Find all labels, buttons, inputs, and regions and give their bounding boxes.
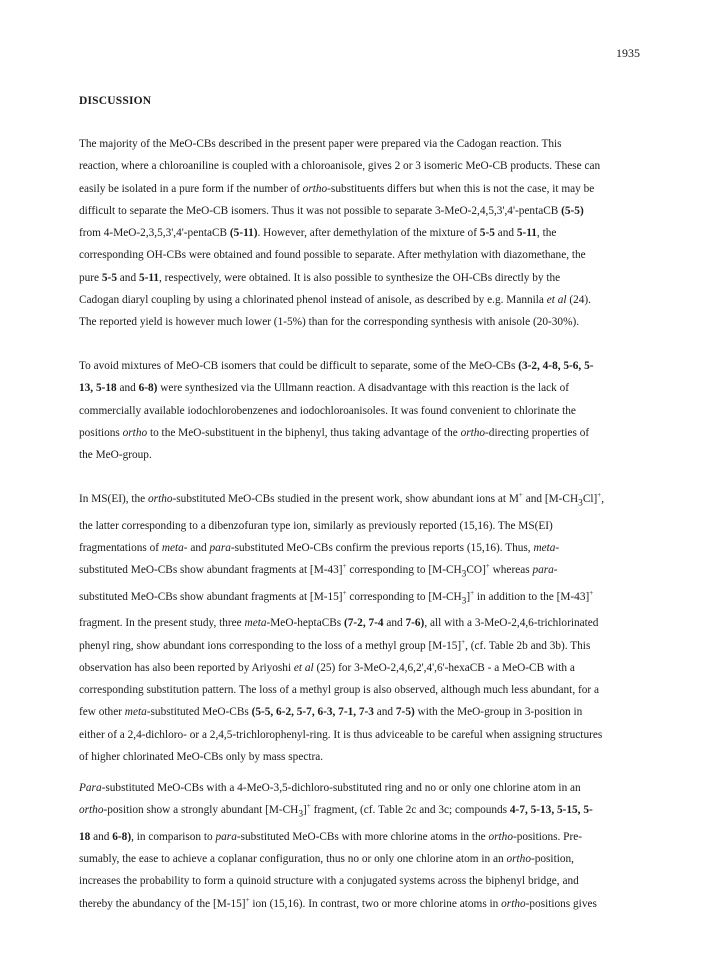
paragraph-para-substituted <box>79 777 649 915</box>
text-run: ortho <box>488 830 513 843</box>
text-run: 3 <box>461 595 467 606</box>
text-run: et al <box>293 661 314 674</box>
text-run: , <box>601 493 605 505</box>
text-run: ortho <box>302 182 328 195</box>
text-run: 3 <box>298 809 304 820</box>
text-run: and [M-CH <box>522 493 579 505</box>
text-run: corresponding to [M-CH <box>346 590 462 603</box>
text-run: . However, after demethylation of the mixture of <box>257 227 480 240</box>
text-run: corresponding substitution pattern. The loss of a methyl group is also observed, although much less abundant, for a <box>79 684 599 697</box>
text-run: in addition to the [M-43] <box>474 590 590 603</box>
text-run: the latter corresponding to a dibenzofuran type ion, similarly as previously reported (15,16). The MS(EI) <box>79 519 553 532</box>
text-run: commercially available iodochlorobenzenes and iodochloroanisoles. It was found convenient to chlorinate the <box>79 404 576 417</box>
text-run: -substituted MeO-CBs with a 4-MeO-3,5-dichloro-substituted ring and no or only one chlorine atom in an <box>101 782 581 794</box>
text-run: + <box>306 802 311 811</box>
text-run: (5-5) <box>561 204 584 217</box>
text-run: , (cf. Table 2b and 3b). This <box>465 639 591 652</box>
text-run: The reported yield is however much lower (1-5%) than for the corresponding synthesis with anisole (20-30%). <box>79 316 580 329</box>
text-line <box>79 377 649 399</box>
text-run: , the <box>536 227 557 240</box>
text-run: + <box>461 637 466 646</box>
text-run: Cadogan diaryl coupling by using a chlorinated phenol instead of anisole, as described by e.g. Mannila <box>79 294 547 307</box>
section-heading: DISCUSSION <box>79 95 152 107</box>
text-run: 5-11 <box>516 227 537 240</box>
text-run: 18 <box>79 830 91 843</box>
text-line <box>79 701 649 723</box>
text-run: thereby the abundancy of the [M-15] <box>79 897 246 910</box>
text-run: Cl] <box>582 493 598 505</box>
text-run: CO] <box>466 564 486 577</box>
text-run: positions <box>79 426 123 439</box>
text-run: - <box>555 541 560 554</box>
text-run: (5-5, 6-2, 5-7, 6-3, 7-1, 7-3 <box>251 706 374 719</box>
text-run: In MS(EI), the <box>79 493 149 505</box>
text-run: easily be isolated in a pure form if the number of <box>79 182 303 195</box>
text-run: and <box>373 706 396 719</box>
text-run: + <box>485 562 490 571</box>
text-line <box>79 200 649 222</box>
text-run: ortho <box>148 493 173 505</box>
text-run: from 4-MeO-2,3,5,3',4'-pentaCB <box>79 227 230 240</box>
text-run: were synthesized via the Ullmann reaction. A disadvantage with this reaction is the lack of <box>157 382 570 395</box>
page-number: 1935 <box>616 46 640 60</box>
text-run: and <box>90 830 113 843</box>
text-run: To avoid mixtures of MeO-CB isomers that could be difficult to separate, some of the MeO-CBs <box>79 360 519 372</box>
text-run: 4-7, 5-13, 5-15, 5- <box>509 804 593 817</box>
text-run: et al <box>546 294 567 307</box>
text-run: -substituted MeO-CBs studied in the present work, show abundant ions at M <box>172 493 519 505</box>
text-run: sumably, the ease to achieve a coplanar configuration, thus no or only one chlorine atom in an <box>79 853 507 866</box>
text-run: -substituted MeO-CBs <box>146 706 252 719</box>
text-run: -position show a strongly abundant [M-CH <box>103 804 299 817</box>
text-run: ion (15,16). In contrast, two or more chlorine atoms in <box>249 897 502 910</box>
text-line <box>79 244 649 266</box>
text-run: + <box>245 895 250 904</box>
text-run: fragment, (cf. Table 2c and 3c; compounds <box>310 804 510 817</box>
text-line <box>79 657 649 679</box>
text-line <box>79 444 649 466</box>
text-run: ] <box>303 804 307 817</box>
text-run: para <box>209 541 231 554</box>
text-line <box>79 679 649 701</box>
text-run: increases the probability to form a quinoid structure with a conjugated systems across the biphenyl bridge, and <box>79 875 579 888</box>
text-line <box>79 848 649 870</box>
text-run: meta <box>244 617 267 630</box>
text-run: -substituents differs but when this is not the case, it may be <box>327 182 595 195</box>
text-run: ] <box>466 590 471 603</box>
paragraph-cadogan <box>79 133 649 334</box>
text-run: difficult to separate the MeO-CB isomers. Thus it was not possible to separate 3-MeO-2,4,5,3',4'-pentaCB <box>79 204 562 217</box>
text-run: + <box>470 588 475 597</box>
text-line <box>79 488 649 515</box>
text-run: , respectively, were obtained. It is also possible to synthesize the OH-CBs directly by the <box>159 271 561 284</box>
text-run: 13, 5-18 <box>79 382 117 395</box>
text-run: fragment. In the present study, three <box>79 617 245 630</box>
text-run: -MeO-heptaCBs <box>266 617 344 630</box>
text-run: to the MeO-substituent in the biphenyl, thus taking advantage of the <box>147 426 461 439</box>
text-run: - <box>553 564 558 577</box>
text-run: 5-5 <box>479 227 495 240</box>
text-run: meta <box>533 541 556 554</box>
text-run: para <box>215 830 237 843</box>
text-run: reaction, where a chloroaniline is coupled with a chloroanisole, gives 2 or 3 isomeric MeO-CB products. These can <box>79 160 601 173</box>
text-run: + <box>518 491 523 500</box>
text-run: 5-5 <box>101 271 117 284</box>
text-run: meta <box>161 541 184 554</box>
text-run: -directing properties of <box>485 426 590 439</box>
paragraph-ullmann <box>79 355 649 466</box>
text-run: + <box>597 491 602 500</box>
text-line <box>79 826 649 848</box>
text-run: 6-8) <box>112 830 132 843</box>
text-run: (24). <box>566 294 592 307</box>
text-line <box>79 515 649 537</box>
text-run: Para <box>79 782 102 794</box>
text-run: - and <box>183 541 210 554</box>
text-run: ortho <box>460 426 486 439</box>
text-run: and <box>383 617 406 630</box>
text-run: 7-6) <box>405 617 425 630</box>
text-run: 3 <box>578 498 583 509</box>
text-run: substituted MeO-CBs show abundant fragments at [M-43] <box>79 564 343 577</box>
text-line <box>79 222 649 244</box>
text-run: + <box>342 588 347 597</box>
text-run: ortho <box>122 426 148 439</box>
text-run: , in comparison to <box>131 830 216 843</box>
text-run: 7-5) <box>395 706 415 719</box>
text-run: ortho <box>501 897 526 910</box>
text-line <box>79 267 649 289</box>
paragraph-ms-ei <box>79 488 649 768</box>
text-line <box>79 777 649 799</box>
text-line <box>79 311 649 333</box>
text-run: phenyl ring, show abundant ions corresponding to the loss of a methyl group [M-15] <box>79 639 462 652</box>
text-run: with the MeO-group in 3-position in <box>414 706 583 719</box>
text-run: + <box>589 588 594 597</box>
text-run: and <box>116 271 139 284</box>
text-line <box>79 746 649 768</box>
text-run: whereas <box>489 564 533 577</box>
text-run: The majority of the MeO-CBs described in the present paper were prepared via the Cadogan reaction. This <box>79 138 562 150</box>
text-run: (7-2, 7-4 <box>344 617 384 630</box>
text-run: -position, <box>530 853 574 866</box>
text-run: meta <box>124 706 147 719</box>
text-run: either of a 2,4-dichloro- or a 2,4,5-trichlorophenyl-ring. It is thus adviceable to be careful when assigning structures <box>79 728 603 741</box>
text-run: fragmentations of <box>79 541 162 554</box>
text-line <box>79 893 649 915</box>
text-line <box>79 537 649 559</box>
text-line <box>79 133 649 155</box>
text-line <box>79 155 649 177</box>
text-run: -substituted MeO-CBs confirm the previous reports (15,16). Thus, <box>230 541 534 554</box>
text-run: and <box>116 382 139 395</box>
text-line <box>79 400 649 422</box>
text-run: 5-11 <box>138 271 160 284</box>
text-run: (5-11) <box>229 227 258 240</box>
text-run: -substituted MeO-CBs with more chlorine atoms in the <box>236 830 489 843</box>
text-run: pure <box>79 271 102 284</box>
text-run: para <box>532 564 554 577</box>
text-run: of higher chlorinated MeO-CBs only by mass spectra. <box>79 751 324 764</box>
text-line <box>79 586 649 613</box>
text-run: corresponding OH-CBs were obtained and found possible to separate. After methylation with diazomethane, the <box>79 249 586 262</box>
text-run: observation has also been reported by Ariyoshi <box>79 661 294 674</box>
text-line <box>79 799 649 826</box>
text-line <box>79 422 649 444</box>
text-run: 6-8) <box>138 382 158 395</box>
text-run: few other <box>79 706 125 719</box>
text-line <box>79 289 649 311</box>
text-run: (3-2, 4-8, 5-6, 5- <box>518 360 594 372</box>
text-run: the MeO-group. <box>79 449 152 462</box>
text-run: corresponding to [M-CH <box>346 564 462 577</box>
text-run: ortho <box>506 853 531 866</box>
text-line <box>79 635 649 657</box>
text-line <box>79 559 649 586</box>
text-run: -positions. Pre- <box>512 830 583 843</box>
text-line <box>79 355 649 377</box>
text-line <box>79 612 649 634</box>
text-line <box>79 870 649 892</box>
text-line <box>79 178 649 200</box>
text-run: ortho <box>79 804 104 817</box>
text-run: (25) for 3-MeO-2,4,6,2',4',6'-hexaCB - a MeO-CB with a <box>313 661 575 674</box>
text-run: and <box>494 227 517 240</box>
text-run: + <box>342 562 347 571</box>
text-run: -positions gives <box>525 897 597 910</box>
text-run: substituted MeO-CBs show abundant fragments at [M-15] <box>79 590 343 603</box>
text-run: 3 <box>461 569 467 580</box>
text-line <box>79 724 649 746</box>
text-run: , all with a 3-MeO-2,4,6-trichlorinated <box>424 617 599 630</box>
